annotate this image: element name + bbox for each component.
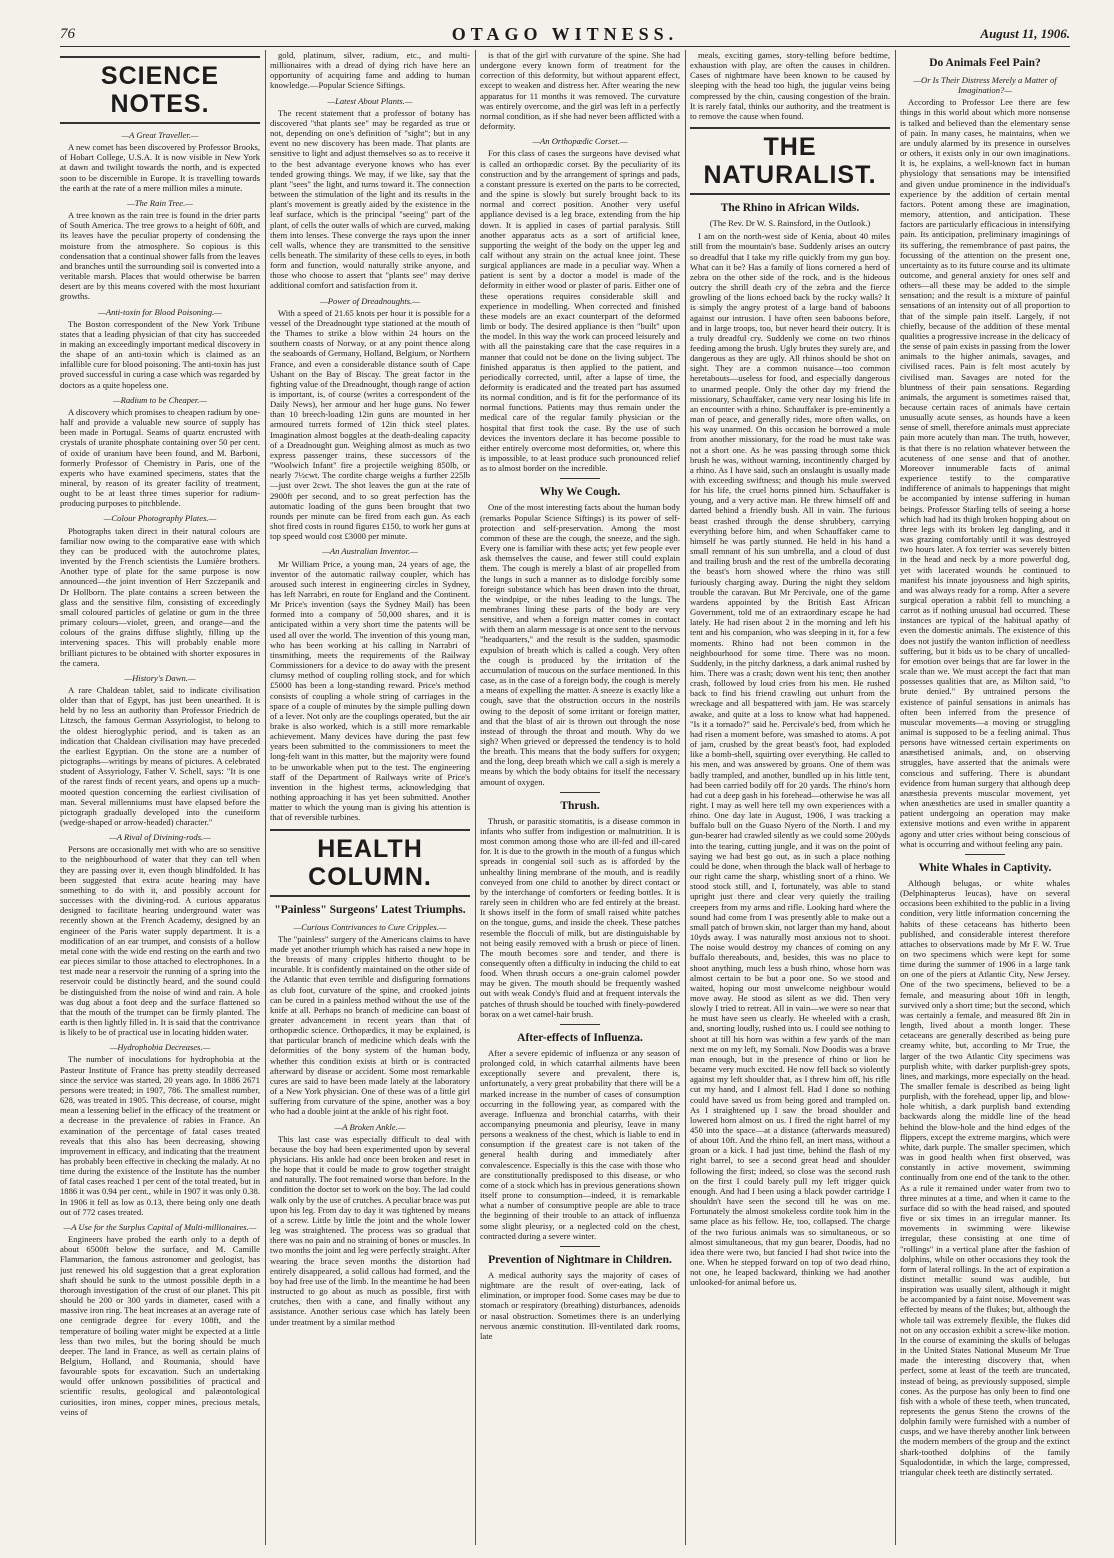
note-body: The recent statement that a professor of botany has discovered "that plants see" may be regarded as true or not, depending on one's definition of "sight"; but in any event no new discovery has been made. That plants are sensitive to light and adjust themselves so as to receive it to the best advantage everyone knows who has ever tended growing things. We may, if we like, say that the plant "sees" the light, and turns toward it. The connection between the stimulation of the light and its results in the plant's movement is greatly aided by the existence in the leaf surface, which is the principal "seeing" part of the plant, of cells the outer walls of which are curved, making them into lenses. These converge the rays upon the inner cell walls, whence they are transmitted to the sensitive cells beneath. The similarity of these cells to eyes, in both form and function, would naturally strike anyone, and those who choose to assert that "plants see" may derive additional comfort and satisfaction from it. (270, 107, 470, 291)
separator (560, 1024, 600, 1025)
issue-date: August 11, 1906. (980, 26, 1070, 41)
column-two (270, 50, 470, 1545)
note-body: A tree known as the rain tree is found in the drier parts of South America. The tree grows to a height of 60ft, and its leaves have the peculiar property of condensing the moisture from the atmosphere. So copious is this condensation that a continual shower falls from the leaves and branches until the surrounding soil is converted into a veritable marsh. Places that would otherwise be barren desert are by this means covered with the most luxuriant growths. (60, 210, 260, 302)
article-byline: (The Rev. Dr W. S. Rainsford, in the Outlook.) (709, 218, 871, 229)
page-header (60, 26, 1070, 44)
note-body: Mr William Price, a young man, 24 years of age, the inventor of the automatic railway coupler, which has aroused such interest in engineering circles in Sydney, has left Narrabri, en route for England and the Continent. Mr Price's invention (says the Sydney Mail) has been formed into a company of 50,000 shares, and it is anticipated within a very short time the patents will be used all over the world. The invention of this young man, who has been working at his calling in Narrabri of tinsmithing, meets the requirements of the Railway Commissioners for a device to do away with the present clumsy method of coupling rolling stock, and for which £5000 has been a long-standing reward. Price's method consists of coupling a whole string of carriages in the space of a couple of minutes by the simple pulling down of a lever. Not only are the couplings operated, but the air brake is also worked, which is a still more remarkable achievement. Many devices have during the past few years been submitted to the commissioners to meet the long-felt want in this matter, but the majority were found to be unworkable when put to the test. The engineering staff of the Department of Railways write of Price's invention in the highest terms, acknowledging that nothing approaching it has yet been submitted. Another matter to which the young man is giving his attention is that of reversible turbines. (270, 558, 470, 823)
note-heading: —Power of Dreadnoughts.— (320, 295, 420, 306)
science-notes-continued (270, 50, 470, 823)
note-heading: —Latest About Plants.— (327, 95, 413, 106)
note-heading: —The Rain Tree.— (127, 197, 193, 208)
article-body: The "painless" surgery of the Americans claims to have made yet another triumph which has raised a new hope in the breasts of many cripples hitherto thought to be incurable. It is confidently maintained on the other side of the Atlantic that even terrible and disfiguring formations as club foot, curvature of the spine, and crooked joints can be cured in a painless method without the use of the knife at all. Perhaps no branch of medicine can boast of greater advancement in recent years than that of orthopædic science. Orthopædics, it may be explained, is that particular branch of medicine which deals with the deformities of the bony system of the human body, whether this condition exists at birth or is contracted afterward by disease or accident. Some most remarkable cures are said to have been made lately at the laboratory of a New York physician. One of these was of a little girl suffering from curvature of the spine, another was a boy who had a double joint at the ankle of his right foot. (270, 933, 470, 1117)
note-heading: —Anti-toxin for Blood Poisoning.— (98, 306, 222, 317)
article-subhead: —A Broken Ankle.— (334, 1121, 406, 1132)
article-subhead: —Curious Contrivances to Cure Cripples.— (293, 921, 447, 932)
column-divider (265, 50, 266, 1545)
article-title-animals-pain: Do Animals Feel Pain? (929, 57, 1041, 69)
article-body: I am on the north-west side of Kenia, about 40 miles still from the mountain's base. Suddenly arises an outcry so dreadful that I take my rifle quickly from my gun boy. What can it be? Has a family of lions cornered a herd of zebra on the other side of the rock, and is the hideous outcry the shrill death cry of the zebra and the fierce growling of the lions echoed back by the rocky walls? It is simply the angry protest of a large band of baboons against our intrusion. I have often seen baboons before, and in large troops, too, but never heard their outcry. It is a truly dreadful cry. Suddenly we come on two rhinos feeding among the brush. Ugly brutes they surely are, and dangerous as they are ugly. All rhinos should be shot on sight. They are a common nuisance—too common heretabouts—useless for food, and especially dangerous to unarmed people. Only the other day my friend the missionary, Schauffaker, came very near losing his life in an encounter with a rhino. Schauffaker is pre-eminently a man of peace, and generally rides, more often walks, on his way unarmed. On this occasion he borrowed a mule from another missionary, for the road he must take was not a short one. As he was passing through some thick brush he was, without warning, incontinently charged by a rhino. As I have said, such an onslaught is usually made with exceeding swiftness; and though his mule swerved for his life, the cruel horns pinned him. Schauffaker is young, and a very active man. He threw himself off and darted behind a friendly bush. All in vain. The furious beast crashed through the dense shrubbery, carrying everything before him, and when Schauffaker came to himself he was partly stunned. He held in his hand a small remnant of his sun umbrella, and a cloud of dust and trailing brush and the rest of the umbrella decorating the beast's horn showed where the rhino was still furiously charging away. During the night they seldom trouble the caravan. But Mr Percivale, one of the game wardens appointed by the British East African Government, told me of an extraordinary escape he had lately. He had risen about 2 in the morning and left his tent and his companion, who was sleeping in it, for a few moments. Rhino had not been common in the neighbourhood for some time. There was no moon. Suddenly, in the pitchy darkness, a dark animal rushed by him. There was a crash; down went his tent; then another crash, followed by loud cries from his men. He rushed back to find his friend crawling out unhurt from the wreckage and all bespattered with jam. He was scarcely awake, and quite at a loss to know what had happened. "Is it a tornado?" said he. Percivale's bed, from which he had risen a moment before, was smashed to atoms. A pot of jam, crushed by the great beast's foot, had exploded like a bomb-shell, squirting over everything. He called to his men, and was answered by groans. One of them was badly trampled, and another, bundled up in his little tent, had been carried bodily off for 20 yards. The rhino's horn had cut a deep gash in his forehead—otherwise he was all right. I may as well here tell my own experiences with a rhino. One day late in August, 1906, I was tracking a buffalo bull on the Guaso Nyero of the North. I and my gun-bearer had crawled silently as we could some 200yds into the tearing, cutting jungle, and it was on the point of saying we had best go out, as in such a place nothing could be done, when through the black wall of herbage to our right came the sharp, whistling snort of a rhino. We stood stock still, and I, fortunately, was able to stand upright just there and clear very quietly the trailing creepers from my arms and rifle. Looking hard where the sound had come from I was presently able to make out a small patch of brown skin, not larger than my hand, about 10yds away. I was naturally most anxious not to shoot. The noise would destroy my chances of coming on any buffalo thereabouts, and, besides, this was no place to shoot anything, much less a bush rhino, whose horn was almost certain to be but a poor one. So we stood and waited, hoping our most unwelcome neighbour would move away. He stood as silent as we did. Then very slowly I tried to retreat. All in vain—we were so near that he must have seen us clearly. He wheeled with a crash, and, snorting loudly, rushed into us. I could see nothing to shoot at till his horn was within a few yards of the man next me on my left, my Somali. Now Doodis was a brave man enough, but in the presence of rhino or lion he became very much excited. He now fell back so violently against my left shoulder that, as I threw him off, his rifle cut my hand, and I almost fell. Had I done so nothing could have saved us from being gored and trampled on. As I straightened up I saw the broad shoulder and lowered horn almost on us. I fired the right barrel of my 450 into the space—at a distance (afterwards measured) of about 10ft. And the rhino fell, an inert mass, without a groan or a kick. I had just time, behind the flash of my right barrel, to see a second great head and shoulder following the first; indeed, so close was the second rush on the first I could barely pull my left trigger quick enough. And had I been using a black powder cartridge I shouldn't have seen the second till he was on me. Fortunately the almost smokeless cordite took him in the same place as his fellow. He, too, collapsed. The charge of the two furious animals was so simultaneous, or so almost simultaneous, that my gun bearer, Doodis, had no idea there were two, but fancied I had shot twice into the one. When he stepped forward on top of two dead rhino, not one, he leaped backward, thinking we had another unlooked-for animal before us. (690, 231, 890, 1288)
column-three (480, 50, 680, 1545)
note-heading: —History's Dawn.— (124, 672, 196, 683)
article-body: After a severe epidemic of influenza or any season of prolonged cold, in which catarrhal ailments have been exceptionally severe and prevalent, there is, unfortunately, a very great probability that there will be a marked increase in the number of cases of consumption occurring in the following year, as compared with the average. Influenza and bronchial catarrhs, with their accompanying pneumonia and pleurisy, leave in many persons a weakness of the chest, which is liable to end in consumption if the greatest care is not taken of the general health during and immediately after convalescence. Especially is this the case with those who are constitutionally predisposed to this disease, or who come of a stock which has in previous generations shown itself prone to consumption—indeed, it is remarkable what a number of consumptive people are able to trace the beginning of their trouble to an attack of influenza some slight pleurisy, or a neglected cold on the chest, contracted during a severe winter. (480, 1047, 680, 1241)
article-subhead: —An Orthopædic Corset.— (532, 136, 628, 147)
column-four (690, 50, 890, 1545)
separator (560, 478, 600, 479)
note-body: Engineers have probed the earth only to a depth of about 6500ft below the surface, and M. Camille Flammarion, the famous astronomer and geologist, has just renewed his old suggestion that a great exploration shaft should be sunk to the utmost possible depth in a thorough investigation of the crust of our planet. This pit should be 200 or 300 yards in diameter, cased with a massive iron ring. The heat increases at an average rate of one centigrade degree for every 108ft, and the temperature of boiling water might be expected at a little less than two miles, but the boring should be much deeper. The land in France, as well as certain plains of Belgium, Holland, and Roumania, should have favourable spots for excavation. Such an undertaking would offer unknown possibilities of practical and scientific results, geological and palæontological curiosities, iron mines, copper mines, precious metals, veins of (60, 1234, 260, 1417)
article-body: is that of the girl with curvature of the spine. She had undergone every known form of treatment for the correction of this deformity, but without apparent effect, except to weaken and distress her. After wearing the new apparatus for 11 months it was removed. The curvature was entirely overcome, and the girl was left in a perfectly normal condition, as if she had never been afflicted with a deformity. (480, 50, 680, 132)
masthead: OTAGO WITNESS. (451, 24, 679, 44)
article-title-nightmare: Prevention of Nightmare in Children. (488, 1253, 672, 1266)
note-heading: —Colour Photography Plates.— (103, 513, 217, 524)
article-title-rhino: The Rhino in African Wilds. (720, 202, 860, 215)
note-body: With a speed of 21.65 knots per hour it is possible for a vessel of the Dreadnought type stationed at the mouth of the Thames to strike a blow within 24 hours on the southern coasts of Norway, or at any point thence along the seaboards of Germany, Holland, Belgium, or Northern France, and even a considerable distance south of Cape Ushant on the Bay of Biscay. The great factor in the fighting value of the Dreadnought, though range of action is important, is, of course (writes a correspondent of the Daily News), her armour and her huge guns. No fewer than 10 breech-loading 12in guns are mounted in her armoured turrets formed of 12in thick steel plates. Imagination almost boggles at the death-dealing capacity of a Dreadnought gun. Weighing almost as much as two express passenger trains, these successors of the "Woolwich Infant" fire a projectile weighing 850lb, or nearly 7½cwt. The cordite charge weighs a further 225lb—just over 2cwt. The shot leaves the gun at the rate of 2900ft per second, and to so great perfection has the automatic loading of the guns been brought that two rounds per minute can be fired from each gun. As each shot fired costs in round figures £150, to work her guns at top speed would cost £3000 per minute. (270, 307, 470, 542)
article-body: One of the most interesting facts about the human body (remarks Popular Science Siftings) is its power of self-protection and self-preservation. Among the most common of these are the cough, the sneeze, and the sigh. Every one is familiar with these acts; yet few people ever ask themselves the cause, and fewer still could explain them. The cough is merely a blast of air propelled from the lungs in such a manner as to dislodge forcibly some foreign substance which has been drawn into the throat, the windpipe, or the tubes leading to the lungs. The membranes lining these parts of the body are very sensitive, and when a foreign matter comes in contact with them an alarm message is at once sent to the nervous "headquarters," and the result is the sudden, spasmodic expulsion of breath which is called a cough. Very often the cough is produced by the irritation of the accumulation of mucous on the surface mentioned. In this case, as in the case of a foreign body, the cough is merely a means of expelling the matter. A sneeze is exactly like a cough, save that the obstruction occurs in the nostrils owing to the deposit of some irritant or foreign matter, and that the blast of air is thrown out through the nose instead of through the throat and mouth. Why do we sigh? When grieved or depressed the tendency is to hold the breath. This means that the body suffers for oxygen; and the long, deep breath which we call a sigh is merely a means by which the body obtains for itself the necessary amount of oxygen. (480, 502, 680, 787)
article-title-why-we-cough: Why We Cough. (539, 486, 621, 499)
section-title-naturalist: THE NATURALIST. (690, 127, 890, 195)
column-divider (895, 50, 896, 1545)
note-heading: —A Use for the Surplus Capital of Multi-millionaires.— (63, 1221, 257, 1232)
page-number: 76 (60, 26, 75, 42)
column-science-notes (60, 50, 260, 1545)
article-body: Although belugas, or white whales (Delphinapterus leucas), have on several occasions been exhibited to the public in a living condition, very little information concerning the habits of these cetaceans has hitherto been published, and considerable interest therefore attaches to observations made by Mr F. W. True on two specimens which were kept for some time during the summer of 1906 in a large tank on one of the piers at Atlantic City, New Jersey. One of the two specimens, believed to be a female, and measuring about 10ft in length, survived only a short time; but the second, which was certainly a female, and measured 8ft 2in in length, lived about a month longer. These cetaceans are generally described as being pure creamy white, but, according to Mr True, the larger of the two Atlantic City specimens was purplish white, with darker purplish-grey spots, lines, and markings, more especially on the head. The smaller female is described as being light purplish, with the forehead, upper lip, and blow-hole whitish, a dark purplish band extending backwards along the middle line of the head behind the blow-hole and the hind edges of the flippers, except the extreme margins, which were white, dark purple. The smaller specimen, which was in good health when first observed, was constantly in active movement, swimming continually from one end of the tank to the other. As a rule it remained under water from two to three minutes at a time, and when it came to the surface did so with the head raised, and spouted five or six times in an irregular manner. Its movements in swimming were likewise irregular, these consisting at one time of "rollings" in a vertical plane after the fashion of dolphins, while on other occasions they took the form of lateral rollings. In the act of expiration a distinct metallic sound was audible, but inspiration was usually silent, although it might be accompanied by a faint noise. Movement was effected by means of the flukes; but, although the whole tail was extremely flexible, the flukes did not on any occasion exhibit a screw-like motion. In the course of examining the skulls of belugas in the United States National Museum Mr True made the interesting discovery that, when perfect, some at least of the teeth are truncated, instead of being, as previously supposed, simple cones. As the purpose has only been to find one fish with a whole of these teeth, when truncated, represents the genus Steno the crowns of the dolphin family were furnished with a number of cusps, and we have thereby another link between the modern members of the group and the extinct shark-toothed dolphins of the family Squalodontidæ, in which the large, compressed, triangular cheek teeth are distinctly serrated. (900, 877, 1070, 1477)
note-body: Photographs taken direct in their natural colours are familiar now owing to the comparative ease with which they can be produced with the autochrome plates, invented by the French scientists the Lumière brothers. Another type of plate for the same purpose is now announced—the joint invention of Herr Szczepanik and Dr Hollborn. The plate contains a screen between the glass and the sensitive film, consisting of exceedingly small coloured particles of gelatine or gum in the three primary colours—violet, green, and orange—and the colours of the grains diffuse slightly, filling up the intervening spaces. This will probably enable more brilliant pictures to be obtained with shorter exposures in the camera. (60, 525, 260, 668)
column-five (900, 50, 1070, 1545)
note-heading: —Hydrophobia Decreases.— (109, 1042, 211, 1053)
column-divider (685, 50, 686, 1545)
header-rule (60, 46, 1070, 47)
science-notes-items (60, 130, 260, 1417)
note-body: A discovery which promises to cheapen radium by one-half and provide a valuable new source of supply has been made in Portugal. Seams of quartz encrusted with crystals of uranite phosphate containing over 50 per cent. of oxide of uranium have been found, and M. Barboni, formerly Professor of Chemistry in Paris, one of the experts who have examined specimens, states that the mineral, by reason of its greater facility of treatment, ought to be at least three times superior for radium-producing purposes to pitchblende. (60, 406, 260, 509)
note-body: A rare Chaldean tablet, said to indicate civilisation older than that of Egypt, has just been unearthed. It is held by no less an authority than Professor Friedrich de Litzsch, the famous German Assyriologist, to belong to the oldest hieroglyphic period, and is taken as an indication that Chaldean civilisation may have preceded the earliest Egyptian. On the stone are a number of pictographs—writings by means of pictures. A celebrated student of Assyriology, Father V. Schell, says: "It is one of the rarest finds of recent years, and opens up a much-mooted question concerning the earliest civilisation of man. Several millenniums must have elapsed before the pictograph gradually developed into the cuneiform (wedge-shaped or arrow-headed) character." (60, 684, 260, 827)
note-body: The Boston correspondent of the New York Tribune states that a leading physician of that city has succeeded in making an exceedingly important medical discovery in the shape of an anti-toxin which is claimed as an infallible cure for blood poisoning. The anti-toxin has just proved successful in curing a case which was regarded by doctors as a quite hopeless one. (60, 318, 260, 390)
article-body: For this class of cases the surgeons have devised what is called an orthopædic corset. By the peculiarity of its construction and by the arrangement of springs and pads, a constant pressure is exerted on the parts to be corrected, and the spine is slowly but surely brought back to its normal and correct position. Another very useful appliance devised is a leg brace, extending from the hip down. It is applied in cases of partial paralysis. Still another apparatus acts as a sort of artificial knee, supporting the weight of the body on the upper leg and calf without any strain on the actual knee joint. These surgical appliances are made in a peculiar way. When a patient is sent by a doctor a model is made of the deformity in either wood or plaster of paris. Either one of these operations requires considerable skill and experience in modelling. When corrected and finished these models are an exact counterpart of the deformed limb or body. The desired appliance is then "built" upon the model. In this way the work can proceed leisurely and with all the painstaking care that the case requires in a manner that could not be done on the living subject. The finished apparatus is then applied to the patient, and periodically corrected, until, after a lapse of time, the deformity is eradicated and the treated part has assumed its normal condition, and is fit for the performance of its normal functions. Patients may thus remain under the medical care of the regular family physician or the hospital that first took the case. By the use of such devices the inventors declare it has become possible to either entirely overcome most deformities, or, where this is impossible, to at least produce such pronounced relief as to almost border on the incredible. (480, 148, 680, 474)
separator (965, 854, 1005, 855)
section-title-science-notes: SCIENCE NOTES. (60, 56, 260, 124)
note-body: Persons are occasionally met with who are so sensitive to the neighbourhood of water that they can tell when they are passing over it, even though blindfolded. It has been suggested that extra acute hearing may have something to do with it, and possibly account for successes with the divining-rod. A curious apparatus designed to facilitate hearing underground water was recently shown at the French Academy, designed by an engineer of the Paris water supply department. It is a modification of an ear trumpet, and consists of a hollow metal cone with the wide end resting on the earth and two ear pieces similar to those attached to electrophones. In a test made near a reservoir the running of a spring into the reservoir could be distinctly heard, and the sound could be distinguished from the noise of wind and rain. A hole was dug about a foot deep and the surface flattened so that the mouth of the trumpet can be firmly planted. The earth is then lightly filled in. It is said that the contrivance is likely to be of practical use in locating hidden water. (60, 844, 260, 1038)
separator (560, 1246, 600, 1247)
article-title-white-whales: White Whales in Captivity. (918, 861, 1052, 874)
note-body: The number of inoculations for hydrophobia at the Pasteur Institute of France has pretty steadily decreased since the service was started, 20 years ago. In 1886 2671 persons were treated; in 1907, 786. The smallest number, 628, was treated in 1905. This decrease, of course, might mean a lessening belief in the efficacy of the treatment or a decrease in the prevalence of rabies in France. An examination of the percentage of fatal cases treated reveals that this also has been decreasing, showing improvement in efficacy, and indicating that the treatment has probably been effective in checking the malady. At no time during the existence of the Institute has the number of fatal cases reached 1 per cent of the total treated, but in 1886 it was 0.94 per cent., while in 1907 it was only 0.38. In 1906 it fell as low as 0.13, there being only one death out of 772 cases treated. (60, 1054, 260, 1217)
column-divider (475, 50, 476, 1545)
note-heading: —A Rival of Divining-rods.— (109, 832, 211, 843)
article-title-painless-surgeons: "Painless" Surgeons' Latest Triumphs. (274, 903, 466, 916)
article-body: A medical authority says the majority of cases of nightmare are the result of over-eating, lack of elimination, or improper food. Some cases may be due to stomach or respiratory (breathing) disturbances, adenoids or nasal obstruction. Sometimes there is an underlying nervous anæmic constitution. Ill-ventilated dark rooms, late (480, 1269, 680, 1341)
article-body: meals, exciting games, story-telling before bedtime, exhaustion with play, are often the causes in children. Cases of nightmare have been known to be caused by sleeping with the head too high, the jugular veins being compressed by the chin, causing congestion of the brain. It is rarely fatal, thinks our authority, and the treatment is to remove the cause when found. (690, 50, 890, 121)
article-body: This last case was especially difficult to deal with because the boy had been experimented upon by several physicians. His ankle had once been broken and reset in the hope that it could be made to grow together straight and naturally. The foot remained worse than before. In the condition the doctor set to work on the boy. The lad could walk only by the use of crutches. A peculiar brace was put upon his leg. From day to day it was tightened by means of a screw. Little by little the joint and the whole lower leg was straightened. The process was so gradual that there was no pain and no straining of bones or muscles. In two months the joint and leg were perfectly straight. After wearing the brace seven months the distortion had entirely disappeared, a solid callous had formed, and the boy had free use of the limb. In the meantime he had been instructed to go about as much as possible, first with crutches, then with a cane, and finally without any assistance. Another serious case which has lately been under treatment by a similar method (270, 1133, 470, 1327)
article-title-influenza: After-effects of Influenza. (517, 1031, 643, 1044)
note-heading: —Radium to be Cheaper.— (112, 394, 208, 405)
article-body: According to Professor Lee there are few things in this world about which more nonsense is talked and believed than the elementary sense of pain. In many cases, he maintains, when we are unduly alarmed by its presence in ourselves or others, it exists only in our own imaginations. It is, he explains, a well-known fact in human physiology that sensations may be intensified and given undue prominence in the individual's experience by the addition of certain mental factors. Potent among these are imagination, memory, attention, and anticipation. These factors are particularly efficacious in intensifying pain. Its anticipation, preliminary imaginings of its suffering, the remembrance of past pains, the focussing of the attention on the present one, uncertainty as to its future course and its ultimate outcome, and general anxiety for ones self and others—all these may be added to the simple sensation; and the result is a mixture of painful sensations of an intensity out of all proportion to that of the simple pain itself. Largely, if not chiefly, because of the addition of these mental qualities a progressive increase in the delicacy of the sense of pain exists in passing from the lower animals to the higher animals, savages, and civilised races. Pain is felt most acutely by civilised man. Savages are noted for the bluntness of their pain sensations. Regarding animals, the argument is sometimes raised that, because certain races of animals have certain unusually acute senses, as hounds have a keen sense of smell, therefore animals must appreciate pain more acutely than man. The truth, however, is that there is no relation whatever between the acuteness of one sense and that of another. Moreover innumerable facts of animal experience testify to the comparative indifference of animals to happenings that might be accompanied by intense suffering in human beings. Professor Starling tells of seeing a horse which had had its thigh broken hopping about on three legs with its broken leg dangling, and it was grazing comfortably until it was destroyed two hours later. A fox terrier was severely bitten in the head and neck by a more powerful dog, yet with lacerated wounds he continued to manifest his innate joyousness and high spirits, and was always ready for a romp. After a severe surgical operation a rabbit fell to munching a carrot as if nothing unusual had occurred. These instances are typical of the habitual apathy of even the domestic animals. The existence of this does not justify the wanton infliction of needless suffering, but it bids us to be chary of uncalled-for emotion over beings that are far lower in the scale than we. We must accept the fact that man possesses qualities that are, as Milton said, "to brute denied." By untrained persons the existence of painful sensations in animals has often been inferred from the presence of muscular movements—a moving or struggling animal is supposed to be a feeling animal. Thus persons have witnessed certain experiments on anæsthetised animals, and, on observing struggles, have asserted that the animals were conscious and suffering. There is abundant evidence from human surgery that although deep anæsthesia prevents muscular movement, yet when anæsthetics are used in smaller quantity a patient undergoing an operation may make extensive motions and even writhe in apparent agony and utter cries without being conscious of what is occurring and without feeling any pain. (900, 97, 1070, 849)
article-title-thrush: Thrush. (560, 799, 600, 812)
separator (560, 792, 600, 793)
note-heading: —An Australian Inventor.— (322, 546, 418, 557)
note-heading: —A Great Traveller.— (121, 130, 199, 140)
article-subhead: —Or Is Their Distress Merely a Matter of Imagination?— (913, 75, 1057, 96)
note-body: A new comet has been discovered by Professor Brooks, of Hobart College, U.S.A. It is now visible in New York at dawn and twilight towards the north, and is expected soon to be discernible in Europe. It is travelling towards the earth at the rate of a mere million miles a minute. (60, 142, 260, 193)
article-body: Thrush, or parasitic stomatitis, is a disease common in infants who suffer from indigestion or malnutrition. It is most common among those who are ill-fed and ill-cared for. It is due to the growth in the mouth of a fungus which spreads in congenial soil such as is afforded by the unhealthy lining membrane of the mouth, and is readily conveyed from one child to another by direct contact or by the interchange of comforters or feeding bottles. It is rarely seen in children who are fed entirely at the breast. It shows itself in the form of small raised white patches on the tongue, gums, and inside the cheek. These patches resemble the flocculi of milk, but are distinguishable by not being easily removed with a brush or piece of linen. The mouth becomes sore and tender, and there is consequently often a difficulty in inducing the child to eat food. When thrush occurs a one-grain calomel powder may be given. The mouth should be frequently washed out with weak Condy's fluid and at frequent intervals the patches of thrush should be touched with finely-powdered borax on a wet camel-hair brush. (480, 815, 680, 1019)
note-body: gold, platinum, silver, radium, etc., and multi-millionaires with a dread of dying rich have here an opportunity of acquiring fame and adding to human knowledge.—Popular Science Siftings. (270, 50, 470, 91)
section-title-health-column: HEALTH COLUMN. (270, 829, 470, 897)
